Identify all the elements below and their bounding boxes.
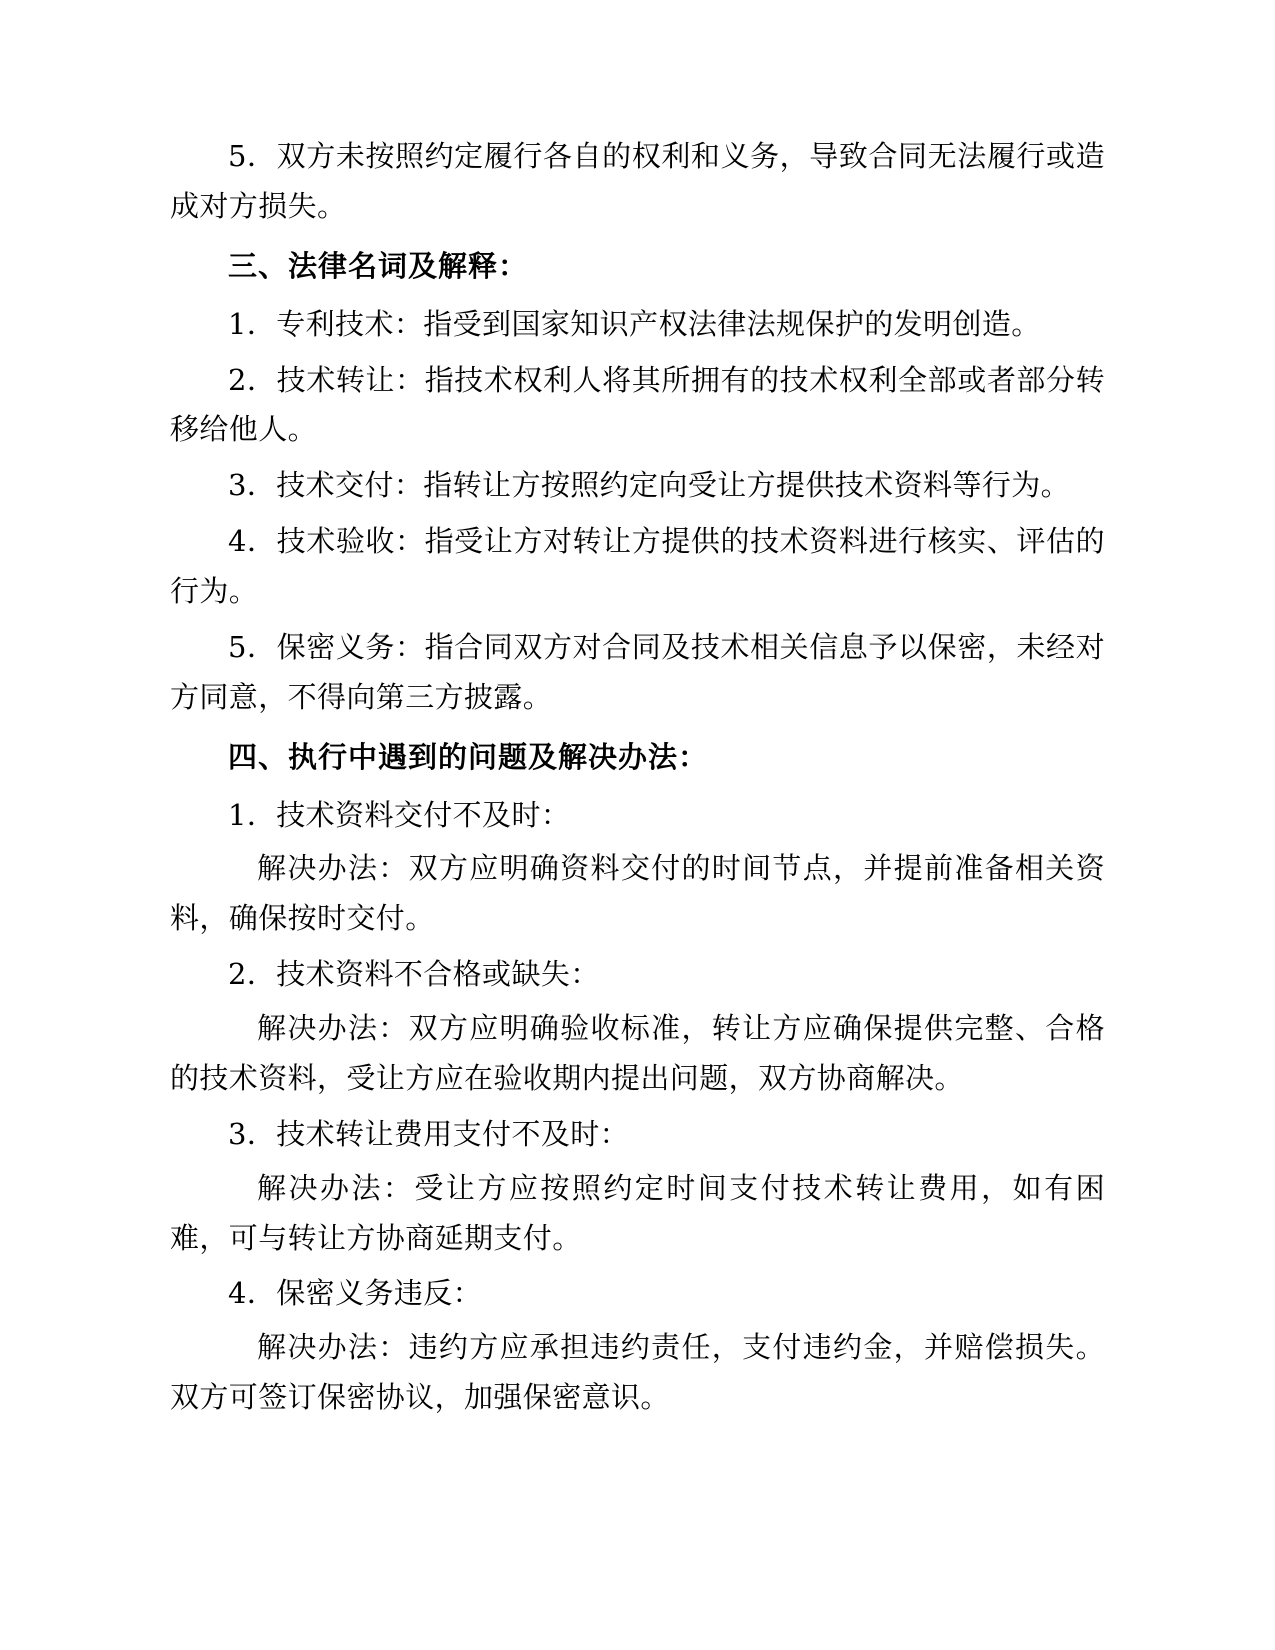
paragraph-term-2: 2．技术转让：指技术权利人将其所拥有的技术权利全部或者部分转移给他人。 [170,362,1105,447]
paragraph-term-4: 4．技术验收：指受让方对转让方提供的技术资料进行核实、评估的行为。 [170,524,1105,608]
paragraph-problem-1: 1．技术资料交付不及时： [228,797,571,832]
paragraph-term-3: 3．技术交付：指转让方按照约定向受让方提供技术资料等行为。 [228,468,1071,503]
paragraph-term-5: 5．保密义务：指合同双方对合同及技术相关信息予以保密，未经对方同意，不得向第三方披露。 [170,629,1105,714]
paragraph-item-5-breach: 5．双方未按照约定履行各自的权利和义务，导致合同无法履行或造成对方损失。 [170,139,1105,223]
paragraph-solution-4: 解决办法：违约方应承担违约责任，支付违约金，并赔偿损失。双方可签订保密协议，加强保密意识。 [170,1330,1105,1415]
paragraph-problem-3: 3．技术转让费用支付不及时： [228,1116,630,1151]
paragraph-problem-4: 4．保密义务违反： [228,1276,483,1311]
document-body [170,132,1105,1423]
paragraph-problem-2: 2．技术资料不合格或缺失： [228,957,600,992]
section-heading-three: 三、法律名词及解释： [228,248,529,283]
paragraph-solution-3: 解决办法：受让方应按照约定时间支付技术转让费用，如有困难，可与转让方协商延期支付。 [170,1170,1105,1255]
paragraph-solution-2: 解决办法：双方应明确验收标准，转让方应确保提供完整、合格的技术资料，受让方应在验收期内提出问题，双方协商解决。 [170,1011,1105,1095]
paragraph-term-1: 1．专利技术：指受到国家知识产权法律法规保护的发明创造。 [228,306,1041,341]
section-heading-four: 四、执行中遇到的问题及解决办法： [228,739,709,774]
paragraph-solution-1: 解决办法：双方应明确资料交付的时间节点，并提前准备相关资料，确保按时交付。 [170,851,1105,936]
